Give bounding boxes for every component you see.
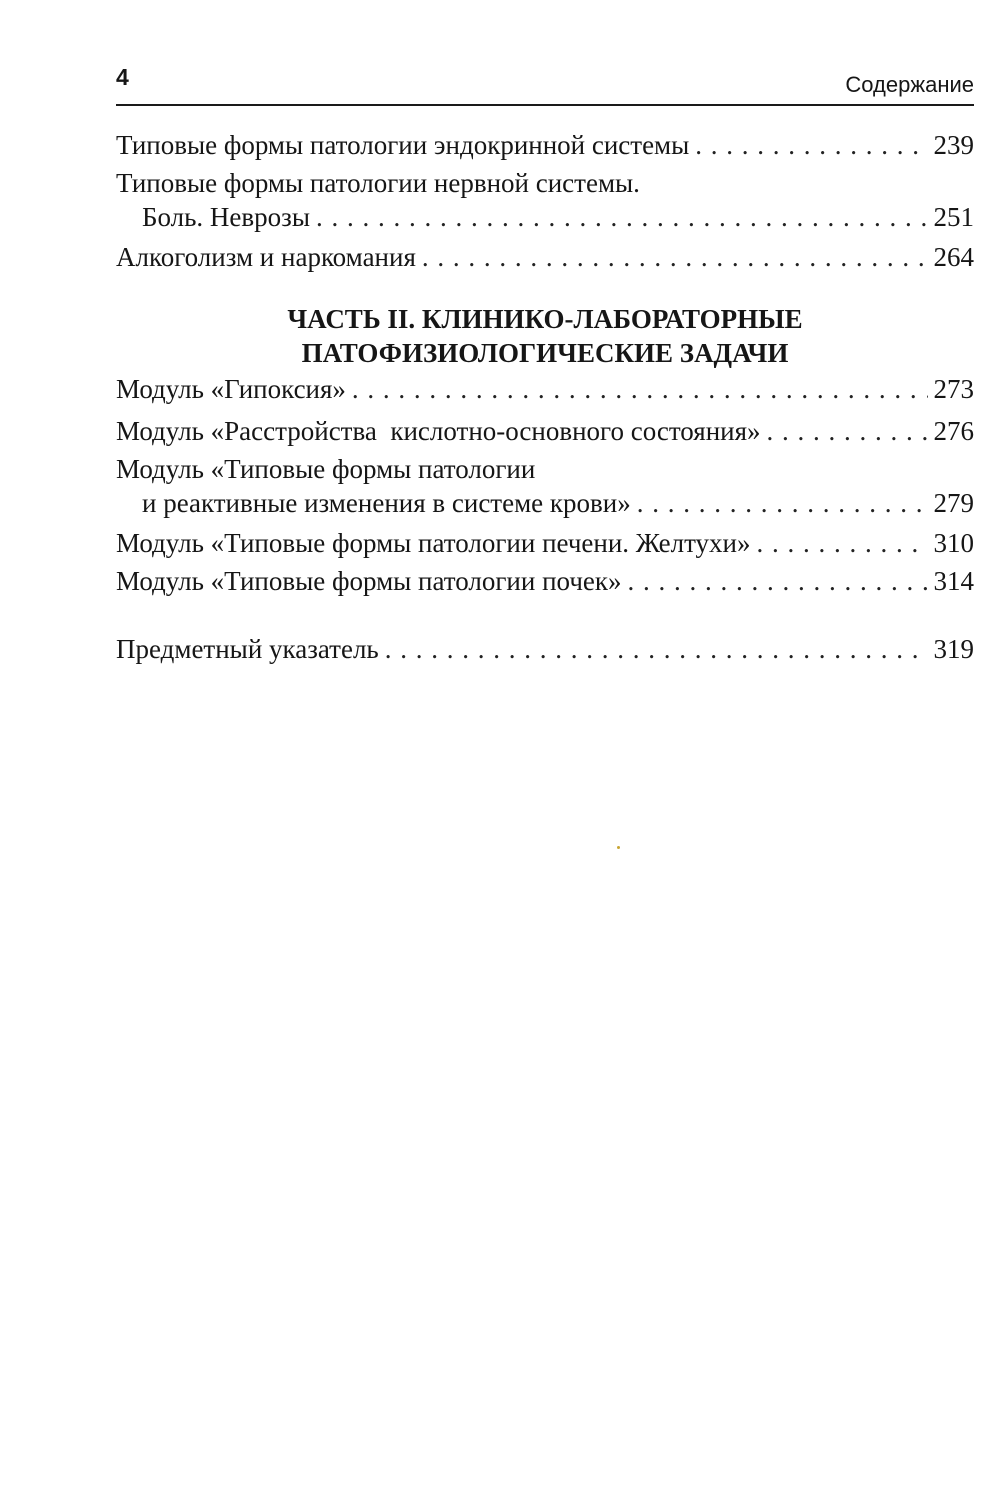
toc-entry-acid-base[interactable]	[116, 414, 974, 448]
toc-entry-liver[interactable]	[116, 526, 974, 560]
dot-leader	[385, 632, 928, 666]
toc-entry-title-cont: и реактивные изменения в системе крови»	[142, 488, 631, 518]
dot-leader	[695, 128, 927, 162]
toc-entry-title: Модуль «Типовые формы патологии почек»	[116, 566, 622, 596]
toc-entry-title: Алкоголизм и наркомания	[116, 242, 416, 272]
paper-speck	[617, 846, 620, 849]
toc-entry-page: 319	[933, 634, 974, 664]
toc-entry-page: 264	[933, 242, 974, 272]
toc-entry-title: Предметный указатель	[116, 634, 379, 664]
toc-entry-endocrine[interactable]	[116, 128, 974, 162]
toc-entry-title-cont: Боль. Неврозы	[142, 202, 310, 232]
toc-entry-page: 251	[933, 202, 974, 232]
toc-entry-nervous[interactable]	[116, 166, 974, 232]
dot-leader	[628, 564, 928, 598]
toc-entry-title: Модуль «Расстройства кислотно-основного состояния»	[116, 416, 761, 446]
dot-leader	[422, 240, 928, 274]
toc-entry-title: Типовые формы патологии эндокринной системы	[116, 130, 690, 160]
section-title: Содержание	[845, 72, 974, 97]
toc-entry-page: 310	[933, 528, 974, 558]
toc-entry-page: 279	[933, 488, 974, 518]
running-header	[116, 62, 974, 106]
toc-entry-page: 273	[933, 374, 974, 404]
toc-entry-alcoholism[interactable]	[116, 240, 974, 274]
toc-entry-title: Типовые формы патологии нервной системы.	[116, 168, 640, 198]
toc-entry-blood-system[interactable]	[116, 452, 974, 518]
toc-entry-title: Модуль «Типовые формы патологии печени. Желтухи»	[116, 528, 751, 558]
dot-leader	[352, 372, 928, 406]
toc-entry-title: Модуль «Типовые формы патологии	[116, 454, 536, 484]
part2-heading-line2: ПАТОФИЗИОЛОГИЧЕСКИЕ ЗАДАЧИ	[301, 338, 789, 368]
toc-entry-kidneys[interactable]	[116, 564, 974, 598]
toc-entry-page: 239	[933, 130, 974, 160]
dot-leader	[637, 486, 928, 520]
toc-entry-page: 314	[933, 566, 974, 596]
toc-entry-title: Модуль «Гипоксия»	[116, 374, 346, 404]
dot-leader	[767, 414, 928, 448]
dot-leader	[316, 200, 928, 234]
toc-entry-page: 276	[933, 416, 974, 446]
dot-leader	[756, 526, 927, 560]
page-number: 4	[116, 64, 129, 90]
toc-entry-index[interactable]	[116, 632, 974, 666]
toc-entry-hypoxia[interactable]	[116, 372, 974, 406]
part2-heading-line1: ЧАСТЬ II. КЛИНИКО-ЛАБОРАТОРНЫЕ	[287, 304, 803, 334]
